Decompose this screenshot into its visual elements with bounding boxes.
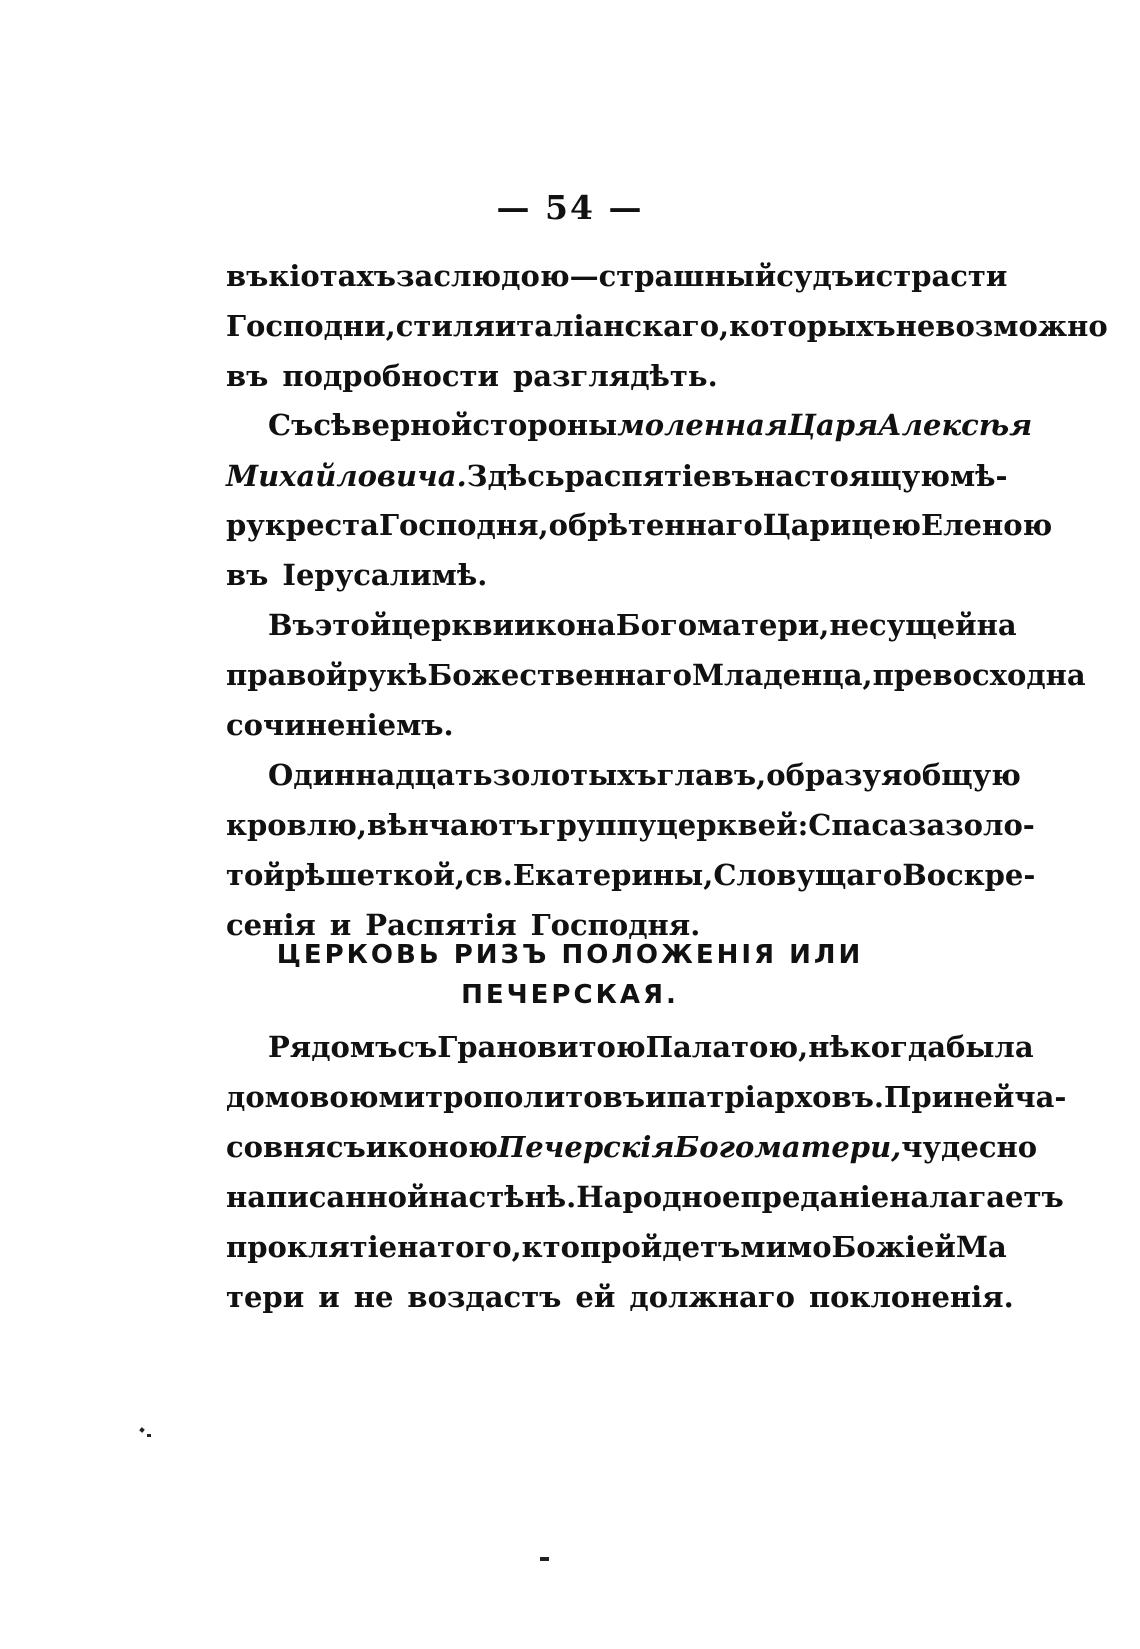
word: и (854, 259, 876, 293)
word: золотыхъ (492, 758, 657, 792)
word: подробности (282, 359, 499, 393)
word: Воскре- (902, 858, 1036, 892)
word: Михайловича. (226, 459, 467, 493)
word: Екатерины, (512, 858, 714, 892)
word: золо- (945, 808, 1035, 842)
word: въ (711, 459, 754, 493)
word: написанной (226, 1180, 429, 1214)
word: Ма (955, 1230, 1007, 1264)
word: нѣкогда (808, 1030, 946, 1064)
text-line (226, 855, 1036, 895)
word: сѣверной (313, 408, 473, 442)
word: Спаса (808, 808, 908, 842)
text-line (226, 1077, 1067, 1117)
word: настоящую (753, 459, 950, 493)
word: той (226, 858, 285, 892)
word: Іерусалимѣ. (282, 558, 488, 592)
word: превосходна (872, 658, 1086, 692)
word: Царицею (762, 508, 921, 542)
word: Распятія (365, 908, 517, 942)
word: мѣ- (949, 459, 1008, 493)
print-speck (147, 1434, 151, 1437)
word: правой (226, 658, 348, 692)
word: тери (226, 1280, 305, 1314)
word: распятіе (564, 459, 712, 493)
word: и (644, 1080, 667, 1114)
word: Царя (787, 408, 879, 442)
word: Господни, (226, 309, 396, 343)
text-line (226, 356, 980, 396)
word: рукѣ (347, 658, 428, 692)
word: Словущаго (713, 858, 903, 892)
word: При (883, 1080, 954, 1114)
word: на (976, 608, 1017, 642)
word: Въ (268, 608, 315, 642)
word: преданіе (740, 1180, 890, 1214)
text-line (226, 1277, 1014, 1317)
word: за (396, 259, 434, 293)
word: на (428, 1180, 469, 1214)
word: кіотахъ (268, 259, 397, 293)
word: и (329, 908, 352, 942)
word: обрѣтеннаго (548, 508, 763, 542)
print-speck (139, 1427, 145, 1433)
text-line (226, 1227, 1007, 1267)
word: церквей: (656, 808, 809, 842)
word: мимо (740, 1230, 832, 1264)
word: и (318, 1280, 340, 1314)
word: не (353, 1280, 394, 1314)
text-line (226, 306, 1108, 346)
word: проклятіе (226, 1230, 398, 1264)
word: невозможно (895, 309, 1108, 343)
text-line (226, 1177, 1064, 1217)
text-line (268, 605, 1017, 645)
word: Грановитою (437, 1030, 646, 1064)
word: совня (226, 1130, 326, 1164)
word: этой (314, 608, 392, 642)
word: страшный (598, 259, 777, 293)
word: слюдою (433, 259, 570, 293)
word: кровлю, (226, 808, 367, 842)
word: Палатою, (645, 1030, 809, 1064)
word: стороны (472, 408, 618, 442)
word: была (945, 1030, 1034, 1064)
word: Божіей (831, 1230, 956, 1264)
word: вѣнчаютъ (367, 808, 539, 842)
word: Одиннадцать (268, 758, 493, 792)
word: ей (575, 1280, 616, 1314)
word: того, (437, 1230, 522, 1264)
text-line (226, 705, 980, 745)
text-line (226, 456, 1008, 496)
word: которыхъ (729, 309, 896, 343)
word: ру (226, 508, 265, 542)
word: общую (902, 758, 1021, 792)
word: иконою (365, 1130, 498, 1164)
word: ней (953, 1080, 1015, 1114)
word: патріарховъ. (666, 1080, 884, 1114)
text-line (268, 1027, 1034, 1067)
word: ча- (1014, 1080, 1067, 1114)
word: воздастъ (407, 1280, 562, 1314)
word: судъ (776, 259, 855, 293)
word: Господня, (378, 508, 549, 542)
word: св. (464, 858, 513, 892)
word: моленная (617, 408, 788, 442)
word: церкви (391, 608, 515, 642)
word: Богоматери, (615, 608, 830, 642)
word: Богоматери, (674, 1130, 902, 1164)
word: съ (397, 1030, 438, 1064)
section-heading-line-2: ПЕЧЕРСКАЯ. (461, 980, 679, 1010)
text-line (268, 755, 1021, 795)
word: группу (538, 808, 657, 842)
word: Печерскія (497, 1130, 675, 1164)
text-line (226, 505, 1053, 545)
text-line (226, 555, 980, 595)
word: должнаго (629, 1280, 795, 1314)
page-number: — 54 — (496, 188, 644, 227)
word: италіанскаго, (494, 309, 730, 343)
text-line (226, 256, 1008, 296)
word: рѣшеткой, (284, 858, 465, 892)
word: за (907, 808, 946, 842)
text-line (226, 805, 1035, 845)
word: несущей (829, 608, 977, 642)
word: въ (226, 259, 269, 293)
section-heading-line-1: ЦЕРКОВЬ РИЗЪ ПОЛОЖЕНІЯ ИЛИ (276, 940, 864, 970)
word: икона (514, 608, 616, 642)
print-speck (540, 1557, 549, 1561)
word: въ (226, 359, 269, 393)
word: Господня. (530, 908, 701, 942)
word: поклоненія. (808, 1280, 1014, 1314)
word: — (569, 259, 599, 293)
word: креста (264, 508, 379, 542)
word: Божественнаго (427, 658, 692, 692)
word: пройдетъ (579, 1230, 741, 1264)
word: разглядѣть. (512, 359, 718, 393)
word: съ (325, 1130, 366, 1164)
word: въ (226, 558, 269, 592)
word: Младенца, (691, 658, 873, 692)
word: Алексѣя (878, 408, 1033, 442)
text-line (226, 655, 1086, 695)
word: Рядомъ (268, 1030, 398, 1064)
word: страсти (875, 259, 1008, 293)
word: сочиненіемъ. (226, 708, 454, 742)
word: Еленою (920, 508, 1053, 542)
word: стѣнѣ. (468, 1180, 577, 1214)
text-line (226, 1127, 1038, 1167)
word: Съ (268, 408, 314, 442)
word: образуя (766, 758, 903, 792)
word: на (397, 1230, 438, 1264)
word: кто (521, 1230, 580, 1264)
word: митрополитовъ (378, 1080, 645, 1114)
word: главъ, (656, 758, 767, 792)
word: сенія (226, 908, 316, 942)
word: налагаетъ (889, 1180, 1064, 1214)
word: Народное (576, 1180, 741, 1214)
text-line (268, 405, 1033, 445)
word: чудесно (901, 1130, 1038, 1164)
word: стиля (395, 309, 495, 343)
word: домовою (226, 1080, 379, 1114)
word: Здѣсь (466, 459, 565, 493)
